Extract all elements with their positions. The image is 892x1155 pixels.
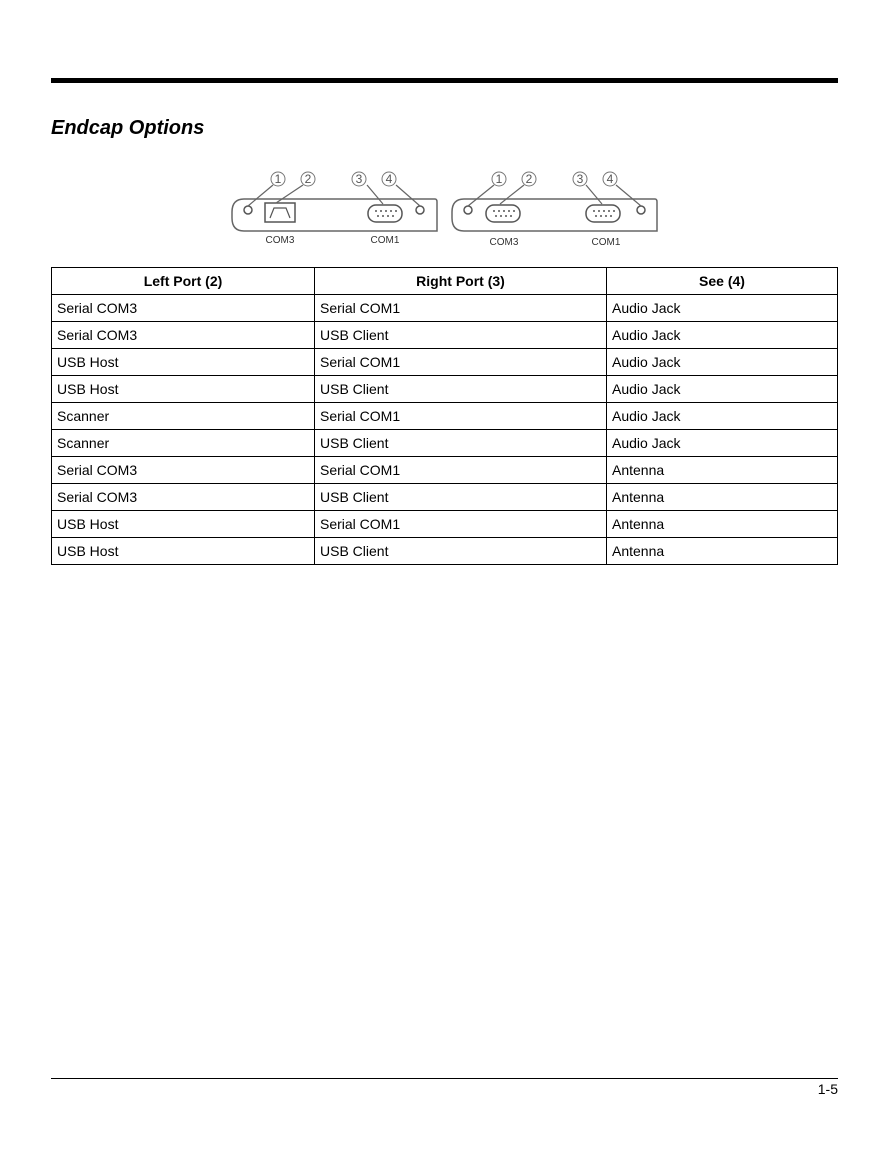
callout-3: 3 <box>355 172 363 186</box>
page-title: Endcap Options <box>51 117 205 139</box>
callout-3: 3 <box>576 172 584 186</box>
left-port-cell: USB Host <box>52 511 315 538</box>
table-row <box>52 376 838 403</box>
left-endcap-illustration <box>232 172 437 246</box>
table-row <box>52 430 838 457</box>
see-cell: Audio Jack <box>607 430 838 457</box>
callout-2: 2 <box>525 172 533 186</box>
com1-label: COM1 <box>591 237 621 248</box>
right-port-cell: USB Client <box>315 484 607 511</box>
left-port-cell: Serial COM3 <box>52 457 315 484</box>
table-row <box>52 511 838 538</box>
left-port-cell: USB Host <box>52 376 315 403</box>
see-cell: Antenna <box>607 484 838 511</box>
right-endcap-illustration <box>452 172 657 248</box>
left-port-cell: Serial COM3 <box>52 322 315 349</box>
callout-1: 1 <box>274 172 282 186</box>
left-port-cell: USB Host <box>52 349 315 376</box>
table-row <box>52 403 838 430</box>
see-cell: Audio Jack <box>607 349 838 376</box>
endcap-options-table <box>51 267 838 565</box>
see-cell: Audio Jack <box>607 403 838 430</box>
table-row <box>52 322 838 349</box>
right-port-cell: Serial COM1 <box>315 511 607 538</box>
left-port-cell: USB Host <box>52 538 315 565</box>
header-rule <box>51 78 838 83</box>
callout-4: 4 <box>385 172 393 186</box>
see-cell: Antenna <box>607 511 838 538</box>
see-cell: Antenna <box>607 457 838 484</box>
endcap-figure <box>228 168 662 252</box>
right-port-cell: USB Client <box>315 538 607 565</box>
table-row <box>52 484 838 511</box>
left-port-cell: Scanner <box>52 430 315 457</box>
header-left-port: Left Port (2) <box>52 268 315 295</box>
see-cell: Antenna <box>607 538 838 565</box>
right-port-cell: Serial COM1 <box>315 457 607 484</box>
right-port-cell: USB Client <box>315 376 607 403</box>
com3-label: COM3 <box>489 237 519 248</box>
see-cell: Audio Jack <box>607 322 838 349</box>
callout-2: 2 <box>304 172 312 186</box>
left-port-cell: Serial COM3 <box>52 295 315 322</box>
table-row <box>52 538 838 565</box>
left-port-cell: Serial COM3 <box>52 484 315 511</box>
header-see: See (4) <box>607 268 838 295</box>
header-right-port: Right Port (3) <box>315 268 607 295</box>
com3-label: COM3 <box>265 235 295 246</box>
right-port-cell: USB Client <box>315 430 607 457</box>
right-port-cell: Serial COM1 <box>315 403 607 430</box>
table-row <box>52 457 838 484</box>
right-port-cell: Serial COM1 <box>315 349 607 376</box>
table-row <box>52 349 838 376</box>
right-port-cell: USB Client <box>315 322 607 349</box>
table-row <box>52 295 838 322</box>
see-cell: Audio Jack <box>607 295 838 322</box>
left-port-cell: Scanner <box>52 403 315 430</box>
page-number: 1-5 <box>817 1081 838 1097</box>
com1-label: COM1 <box>370 235 400 246</box>
see-cell: Audio Jack <box>607 376 838 403</box>
table-header-row <box>52 268 838 295</box>
right-port-cell: Serial COM1 <box>315 295 607 322</box>
footer-rule <box>51 1078 838 1079</box>
callout-1: 1 <box>495 172 503 186</box>
callout-4: 4 <box>606 172 614 186</box>
